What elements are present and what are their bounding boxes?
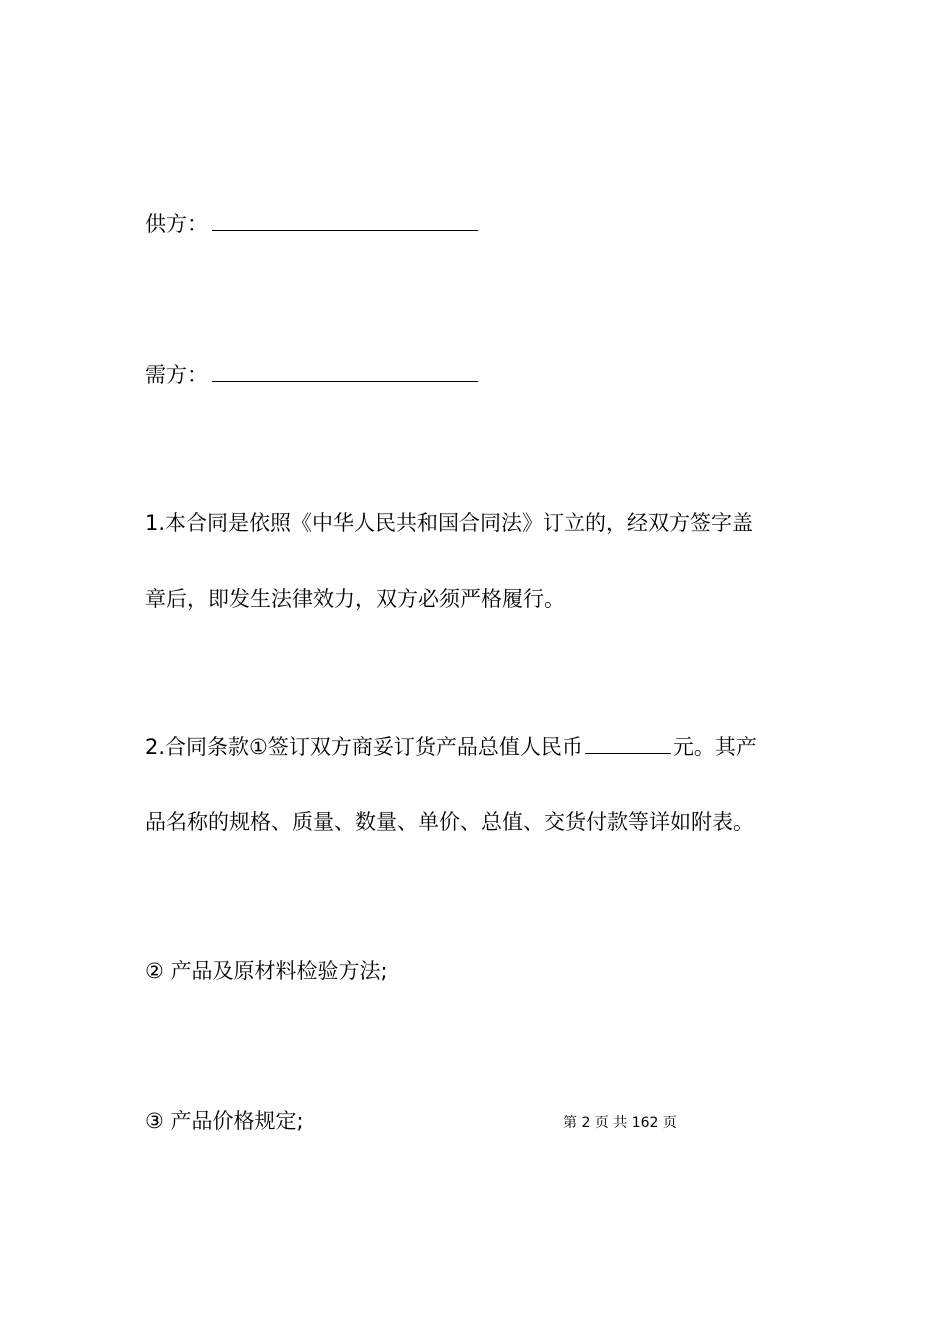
supplier-blank-field[interactable] (212, 210, 478, 231)
item2-line: ② 产品及原材料检验方法; (145, 959, 388, 983)
supplier-label: 供方： (145, 212, 208, 236)
supplier-line (145, 210, 478, 238)
clause1-line2: 章后，即发生法律效力，双方必须严格履行。 (145, 587, 565, 611)
clause2-line1 (145, 733, 757, 761)
page-number-footer: 第 2 页 共 162 页 (563, 1115, 677, 1131)
total-value-blank-field[interactable] (585, 733, 671, 754)
item3-line: ③ 产品价格规定; (145, 1109, 304, 1133)
buyer-blank-field[interactable] (212, 361, 478, 382)
buyer-line (145, 361, 478, 389)
buyer-label: 需方： (145, 363, 208, 387)
clause1-line1: 1.本合同是依照《中华人民共和国合同法》订立的，经双方签字盖 (145, 511, 754, 535)
clause2-text-before: 2.合同条款①签订双方商妥订货产品总值人民币 (145, 735, 583, 759)
clause2-text-after: 元。其产 (672, 735, 757, 759)
clause2-line2: 品名称的规格、质量、数量、单价、总值、交货付款等详如附表。 (145, 810, 754, 834)
